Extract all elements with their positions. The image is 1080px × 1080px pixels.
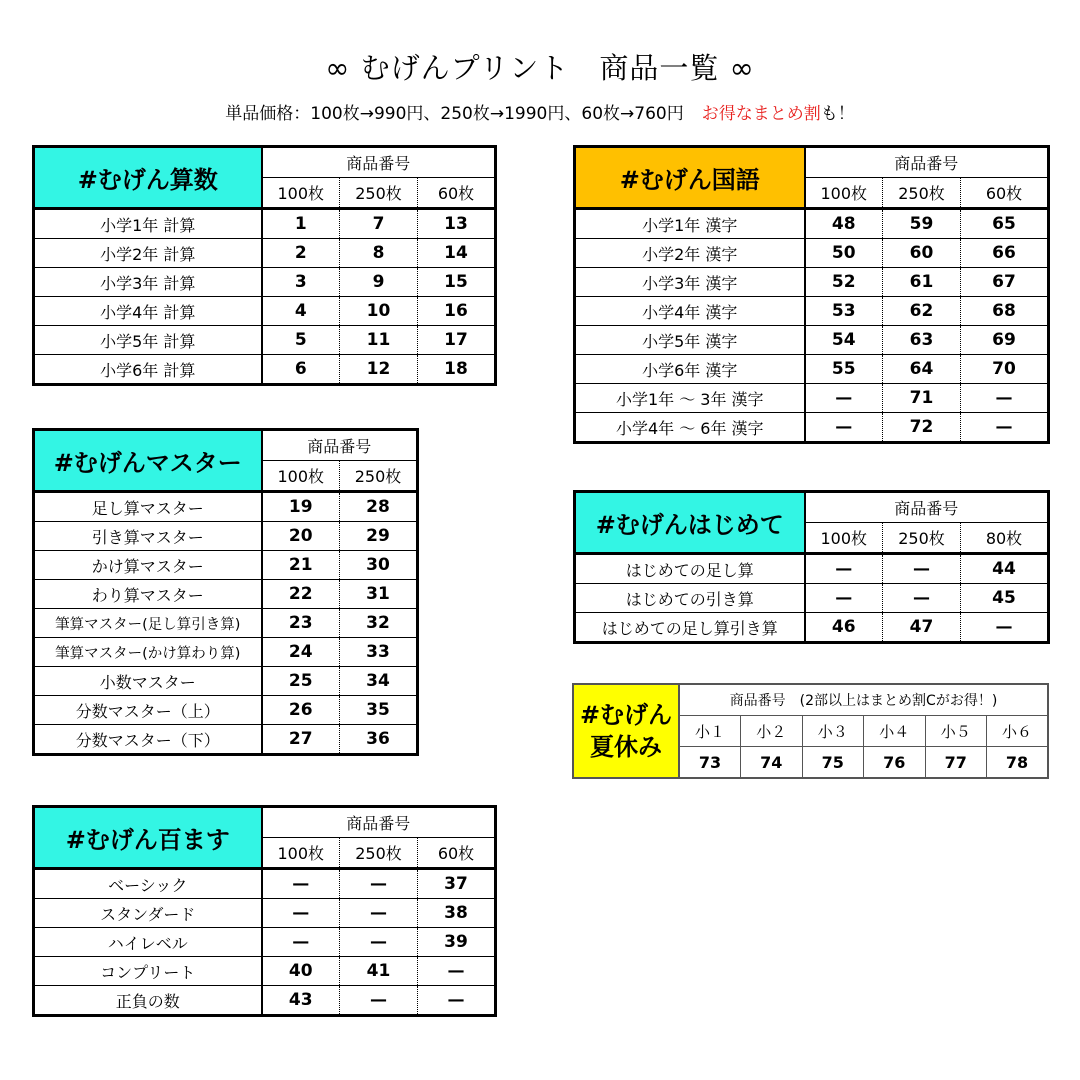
table-row [34,899,496,928]
product-number: 16 [418,297,496,326]
column-header: 250枚 [340,461,418,492]
product-number: 17 [418,326,496,355]
table-row [575,297,1049,326]
grade-header: 小１ [679,716,741,747]
hajimete-col-title: 商品番号 [805,492,1049,523]
bundle-discount-highlight: お得なまとめ割 [701,104,821,124]
product-number: 20 [262,522,340,551]
product-number: 5 [262,326,340,355]
product-number: — [883,554,961,584]
column-header: 100枚 [262,461,340,492]
kokugo-col-title: 商品番号 [805,147,1049,178]
natsu-info: 商品番号 (2部以上はまとめ割Cがお得！) [679,684,1048,716]
product-number: 70 [961,355,1049,384]
product-number: — [418,957,496,986]
table-row [34,492,418,522]
product-number: 12 [340,355,418,385]
product-number: 66 [961,239,1049,268]
product-number: 14 [418,239,496,268]
product-number: 65 [961,209,1049,239]
master-col-title: 商品番号 [262,430,418,461]
product-number: 40 [262,957,340,986]
product-number: 46 [805,613,883,643]
product-number: 15 [418,268,496,297]
grade-header: 小５ [925,716,987,747]
table-row [34,297,496,326]
column-header: 100枚 [262,178,340,209]
table-row [34,667,418,696]
table-row [34,326,496,355]
product-number: 41 [340,957,418,986]
product-number: — [262,899,340,928]
product-number: 19 [262,492,340,522]
product-number: 73 [679,747,741,779]
product-name: 小学3年 漢字 [575,268,805,297]
product-number: — [805,384,883,413]
product-name: 分数マスター（下） [34,725,262,755]
product-number: 36 [366,729,390,749]
master-header: #むげんマスター [34,430,262,492]
kokugo-header: #むげん国語 [575,147,805,209]
product-number: 67 [961,268,1049,297]
sansu-table [32,145,497,386]
product-name: 引き算マスター [34,522,262,551]
product-number: — [961,384,1049,413]
product-number: 44 [961,554,1049,584]
product-number: 33 [340,638,418,667]
table-row [34,986,496,1016]
product-number: — [340,928,418,957]
product-name: 小学1年 ～ 3年 漢字 [575,384,805,413]
hyaku-col-title: 商品番号 [262,807,496,838]
product-number: 72 [883,413,961,443]
product-name: 足し算マスター [34,492,262,522]
product-number: 35 [340,696,418,725]
sansu-header: #むげん算数 [34,147,262,209]
product-number: 28 [340,492,418,522]
product-number: — [805,413,883,443]
product-name: 小学1年 漢字 [575,209,805,239]
product-number: 53 [805,297,883,326]
table-row [34,580,418,609]
product-number: 30 [340,551,418,580]
product-number: — [340,986,418,1016]
product-number: 64 [883,355,961,384]
product-number: 13 [418,209,496,239]
product-number: — [805,584,883,613]
product-name: スタンダード [34,899,262,928]
column-header: 100枚 [805,523,883,554]
product-number: 24 [262,638,340,667]
product-number: 23 [262,609,340,638]
table-row [575,355,1049,384]
product-name: 小学6年 漢字 [575,355,805,384]
table-row [34,609,418,638]
product-number: 74 [741,747,803,779]
column-header: 250枚 [883,178,961,209]
table-row [575,326,1049,355]
unit-price-text: 単品価格：100枚→990円、250枚→1990円、60枚→760円 [225,104,684,124]
column-header: 60枚 [418,178,496,209]
product-number: 78 [1005,752,1029,772]
sansu-col-title: 商品番号 [262,147,496,178]
product-number: 4 [262,297,340,326]
grade-header: 小３ [802,716,864,747]
product-name: 小学2年 計算 [34,239,262,268]
product-name: はじめての足し算 [575,554,805,584]
product-number: — [995,417,1013,437]
table-row [34,522,418,551]
product-name: 小学4年 漢字 [575,297,805,326]
price-suffix: も！ [820,104,855,124]
grade-header: 小６ [987,716,1049,747]
product-number: 43 [262,986,340,1016]
product-number: 59 [883,209,961,239]
product-number: 54 [805,326,883,355]
product-number: 71 [883,384,961,413]
table-row [575,554,1049,584]
product-number: 10 [340,297,418,326]
hajimete-header: #むげんはじめて [575,492,805,554]
product-number: — [340,899,418,928]
product-number: 69 [961,326,1049,355]
table-row [34,268,496,297]
product-number: — [262,869,340,899]
table-row [575,413,1049,443]
price-info [0,100,1080,128]
product-name: 小学2年 漢字 [575,239,805,268]
column-header: 250枚 [883,523,961,554]
product-name: 小学1年 計算 [34,209,262,239]
kokugo-table [573,145,1050,444]
product-number: — [340,869,418,899]
product-number: 38 [418,899,496,928]
table-row [575,239,1049,268]
table-row [34,638,418,667]
natsu-table [572,683,1049,779]
product-name: はじめての足し算引き算 [575,613,805,643]
product-name: 小学5年 計算 [34,326,262,355]
table-row [575,613,1049,643]
column-header: 60枚 [961,178,1049,209]
product-number: 21 [262,551,340,580]
product-number: 48 [805,209,883,239]
product-number: 6 [262,355,340,385]
hyaku-table [32,805,497,1017]
product-name: 筆算マスター(足し算引き算) [34,609,262,638]
product-number: 31 [340,580,418,609]
product-number: 1 [262,209,340,239]
natsu-header [573,684,679,778]
product-number: 76 [864,747,926,779]
product-number: 50 [805,239,883,268]
page-title: ∞ むげんプリント 商品一覧 ∞ [325,51,755,85]
column-header: 250枚 [340,838,418,869]
product-name: ハイレベル [34,928,262,957]
product-number: 26 [262,696,340,725]
product-number: 63 [883,326,961,355]
product-name: 小学5年 漢字 [575,326,805,355]
table-row [34,869,496,899]
product-name: わり算マスター [34,580,262,609]
grade-header: 小２ [741,716,803,747]
product-name: 小学6年 計算 [34,355,262,385]
product-number: 32 [340,609,418,638]
master-table [32,428,419,756]
product-number: 55 [805,355,883,384]
product-number: 60 [883,239,961,268]
product-number: 68 [961,297,1049,326]
product-number: 2 [262,239,340,268]
product-number: 7 [340,209,418,239]
natsu-header-line2: 夏休み [590,733,662,761]
hajimete-table [573,490,1050,644]
table-row [34,696,418,725]
product-number: — [883,584,961,613]
product-number: 25 [262,667,340,696]
product-number: 37 [418,869,496,899]
column-header: 60枚 [418,838,496,869]
product-number: 77 [925,747,987,779]
product-number: 34 [340,667,418,696]
product-number: 18 [444,359,468,379]
table-row [575,268,1049,297]
product-name: 小学4年 ～ 6年 漢字 [575,413,805,443]
product-name: 正負の数 [34,986,262,1016]
product-name: 筆算マスター(かけ算わり算) [34,638,262,667]
product-number: 27 [262,725,340,755]
product-name: コンプリート [34,957,262,986]
table-row [575,209,1049,239]
product-number: 22 [262,580,340,609]
product-number: 61 [883,268,961,297]
natsu-header-line1: #むげん [579,701,673,729]
table-row [34,725,418,755]
product-number: 62 [883,297,961,326]
product-name: はじめての引き算 [575,584,805,613]
table-row [34,355,496,385]
product-number: 45 [961,584,1049,613]
product-name: 小学4年 計算 [34,297,262,326]
product-number: — [805,554,883,584]
product-name: 分数マスター（上） [34,696,262,725]
table-row [34,209,496,239]
product-number: 9 [340,268,418,297]
product-number: 47 [883,613,961,643]
grade-header: 小４ [864,716,926,747]
product-number: 52 [805,268,883,297]
product-number: 29 [340,522,418,551]
product-number: 8 [340,239,418,268]
table-row [575,584,1049,613]
product-number: — [995,617,1013,637]
product-number: 75 [802,747,864,779]
product-number: 3 [262,268,340,297]
product-number: — [447,990,465,1010]
table-row [34,957,496,986]
hyaku-header: #むげん百ます [34,807,262,869]
product-number: 39 [418,928,496,957]
product-name: ベーシック [34,869,262,899]
product-number: 11 [340,326,418,355]
table-row [34,239,496,268]
column-header: 80枚 [961,523,1049,554]
table-row [34,551,418,580]
product-name: 小学3年 計算 [34,268,262,297]
product-name: 小数マスター [34,667,262,696]
column-header: 100枚 [805,178,883,209]
column-header: 250枚 [340,178,418,209]
table-row [575,384,1049,413]
column-header: 100枚 [262,838,340,869]
product-number: — [262,928,340,957]
product-name: かけ算マスター [34,551,262,580]
table-row [34,928,496,957]
